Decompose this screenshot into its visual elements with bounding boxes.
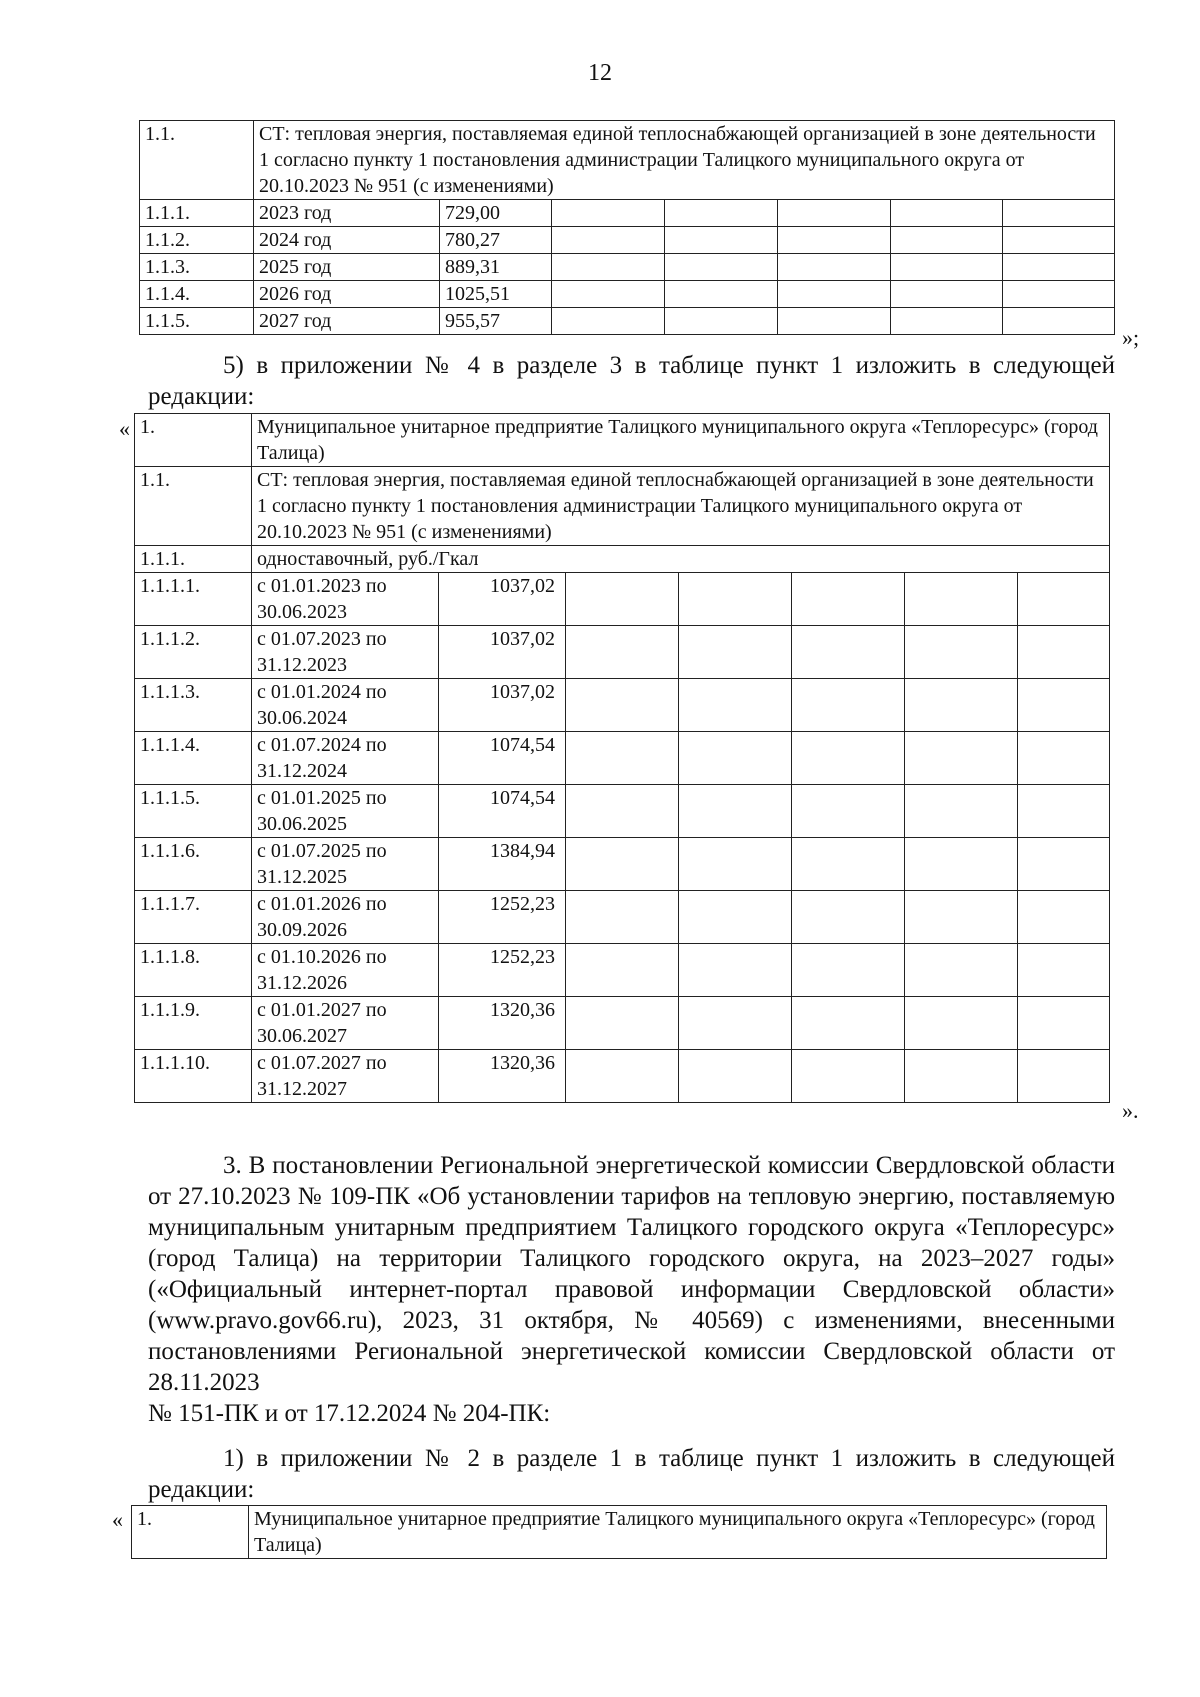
rate-text: одноставочный, руб./Гкал: [252, 546, 1110, 573]
empty-cell: [905, 573, 1018, 626]
section-3-text: 3. В постановлении Региональной энергетической комиссии Свердловской области от 27.10.2023 № 109-ПК «Об установлении тарифов на тепловую энергию, поставляемую муниципальным унитарным предприятием Талицкого городского округа «Теплоресурс» (город Талица) на территории Талицкого городского округа, на 2023–2027 годы» («Официальный интернет-портал правовой информации Свердловской области» (www.pravo.gov66.ru), 2023, 31 октября, № 40569) с изменениями, внесенными постановлениями Региональной энергетической комиссии Свердловской области от 28.11.2023: [148, 1152, 1115, 1396]
empty-cell: [566, 573, 679, 626]
empty-cell: [905, 785, 1018, 838]
empty-cell: [1018, 944, 1110, 997]
opening-quote: «: [112, 1507, 123, 1532]
period-cell: с 01.01.2026 по 30.09.2026: [252, 891, 439, 944]
empty-cell: [566, 997, 679, 1050]
period-cell: с 01.07.2027 по 31.12.2027: [252, 1050, 439, 1103]
org-name: Муниципальное унитарное предприятие Талицкого муниципального округа «Теплоресурс» (город Талица): [249, 1506, 1107, 1559]
empty-cell: [891, 254, 1003, 281]
empty-cell: [1003, 227, 1115, 254]
value-cell: 1074,54: [439, 785, 566, 838]
row-number: 1.1.5.: [140, 308, 254, 335]
value-cell: 1252,23: [439, 891, 566, 944]
empty-cell: [778, 281, 891, 308]
row-number: 1.1.4.: [140, 281, 254, 308]
empty-cell: [679, 838, 792, 891]
empty-cell: [566, 1050, 679, 1103]
row-number: 1.1.1.: [140, 200, 254, 227]
value-cell: 889,31: [440, 254, 552, 281]
row-number: 1.1.: [135, 467, 252, 546]
empty-cell: [679, 785, 792, 838]
empty-cell: [1003, 281, 1115, 308]
empty-cell: [905, 838, 1018, 891]
row-number: 1.1.1.1.: [135, 573, 252, 626]
empty-cell: [679, 997, 792, 1050]
table-row: [135, 785, 1110, 838]
year-cell: 2026 год: [254, 281, 440, 308]
empty-cell: [905, 732, 1018, 785]
empty-cell: [1003, 200, 1115, 227]
empty-cell: [665, 227, 778, 254]
period-cell: с 01.01.2024 по 30.06.2024: [252, 679, 439, 732]
empty-cell: [778, 254, 891, 281]
table-row: [135, 1050, 1110, 1103]
value-cell: 1252,23: [439, 944, 566, 997]
empty-cell: [566, 785, 679, 838]
empty-cell: [778, 308, 891, 335]
org-table: [131, 1505, 1107, 1559]
empty-cell: [1018, 838, 1110, 891]
row-number: 1.1.1.6.: [135, 838, 252, 891]
empty-cell: [679, 626, 792, 679]
value-cell: 1074,54: [439, 732, 566, 785]
empty-cell: [566, 626, 679, 679]
row-number: 1.: [135, 414, 252, 467]
row-number: 1.1.1.9.: [135, 997, 252, 1050]
empty-cell: [792, 785, 905, 838]
row-number: 1.1.1.: [135, 546, 252, 573]
empty-cell: [792, 891, 905, 944]
empty-cell: [665, 281, 778, 308]
closing-quote: »;: [1122, 325, 1140, 350]
empty-cell: [792, 1050, 905, 1103]
paragraph-5-line2: редакции:: [148, 383, 255, 410]
empty-cell: [891, 200, 1003, 227]
table-row: [140, 227, 1115, 254]
value-cell: 729,00: [440, 200, 552, 227]
empty-cell: [792, 838, 905, 891]
table-row: [140, 281, 1115, 308]
st-text: СТ: тепловая энергия, поставляемая единой теплоснабжающей организацией в зоне деятельности 1 согласно пункту 1 постановления администрации Талицкого муниципального округа от 20.10.2023 № 951 (с изменениями): [252, 467, 1110, 546]
empty-cell: [679, 1050, 792, 1103]
table-row: [135, 838, 1110, 891]
tariff-table-years: [139, 120, 1115, 335]
empty-cell: [679, 732, 792, 785]
value-cell: 780,27: [440, 227, 552, 254]
empty-cell: [679, 891, 792, 944]
empty-cell: [792, 944, 905, 997]
value-cell: 1025,51: [440, 281, 552, 308]
empty-cell: [1018, 785, 1110, 838]
empty-cell: [1018, 626, 1110, 679]
empty-cell: [1018, 732, 1110, 785]
empty-cell: [566, 944, 679, 997]
empty-cell: [905, 679, 1018, 732]
empty-cell: [792, 997, 905, 1050]
empty-cell: [552, 254, 665, 281]
table-row: [135, 679, 1110, 732]
empty-cell: [778, 200, 891, 227]
page-number: 12: [588, 60, 612, 86]
empty-cell: [1018, 891, 1110, 944]
table-row: [135, 732, 1110, 785]
empty-cell: [905, 944, 1018, 997]
table-row: [135, 626, 1110, 679]
table-row: [140, 254, 1115, 281]
value-cell: 1320,36: [439, 1050, 566, 1103]
period-cell: с 01.10.2026 по 31.12.2026: [252, 944, 439, 997]
row-number: 1.1.1.5.: [135, 785, 252, 838]
row-number: 1.1.1.7.: [135, 891, 252, 944]
table-row: [140, 308, 1115, 335]
empty-cell: [665, 254, 778, 281]
empty-cell: [1018, 1050, 1110, 1103]
section-3-last-line: № 151-ПК и от 17.12.2024 № 204-ПК:: [148, 1400, 551, 1427]
org-row: [135, 414, 1110, 467]
row-number: 1.1.1.4.: [135, 732, 252, 785]
empty-cell: [552, 281, 665, 308]
paragraph-1: [148, 1443, 1115, 1505]
org-name: Муниципальное унитарное предприятие Талицкого муниципального округа «Теплоресурс» (город Талица): [252, 414, 1110, 467]
empty-cell: [891, 308, 1003, 335]
row-number: 1.1.: [140, 121, 254, 200]
period-cell: с 01.07.2025 по 31.12.2025: [252, 838, 439, 891]
empty-cell: [679, 573, 792, 626]
value-cell: 1037,02: [439, 573, 566, 626]
empty-cell: [891, 281, 1003, 308]
period-cell: с 01.01.2027 по 30.06.2027: [252, 997, 439, 1050]
row-number: 1.: [132, 1506, 249, 1559]
year-cell: 2024 год: [254, 227, 440, 254]
empty-cell: [905, 626, 1018, 679]
empty-cell: [665, 200, 778, 227]
period-cell: с 01.01.2025 по 30.06.2025: [252, 785, 439, 838]
row-number: 1.1.1.10.: [135, 1050, 252, 1103]
paragraph-1-line1: 1) в приложении № 2 в разделе 1 в таблице пункт 1 изложить в следующей: [223, 1445, 1115, 1472]
empty-cell: [905, 997, 1018, 1050]
year-cell: 2023 год: [254, 200, 440, 227]
empty-cell: [792, 732, 905, 785]
empty-cell: [566, 838, 679, 891]
period-cell: с 01.07.2023 по 31.12.2023: [252, 626, 439, 679]
empty-cell: [665, 308, 778, 335]
empty-cell: [566, 679, 679, 732]
empty-cell: [905, 891, 1018, 944]
opening-quote: «: [119, 416, 130, 441]
empty-cell: [905, 1050, 1018, 1103]
paragraph-1-line2: редакции:: [148, 1476, 255, 1503]
empty-cell: [1003, 308, 1115, 335]
table-header-row: [140, 121, 1115, 200]
value-cell: 1037,02: [439, 679, 566, 732]
empty-cell: [679, 679, 792, 732]
year-cell: 2027 год: [254, 308, 440, 335]
row-number: 1.1.1.3.: [135, 679, 252, 732]
table-row: [135, 944, 1110, 997]
empty-cell: [552, 308, 665, 335]
header-text: СТ: тепловая энергия, поставляемая единой теплоснабжающей организацией в зоне деятельности 1 согласно пункту 1 постановления администрации Талицкого муниципального округа от 20.10.2023 № 951 (с изменениями): [254, 121, 1115, 200]
value-cell: 955,57: [440, 308, 552, 335]
value-cell: 1320,36: [439, 997, 566, 1050]
row-number: 1.1.2.: [140, 227, 254, 254]
table-row: [135, 573, 1110, 626]
row-number: 1.1.1.8.: [135, 944, 252, 997]
table-row: [135, 997, 1110, 1050]
closing-quote: ».: [1122, 1098, 1139, 1123]
row-number: 1.1.1.2.: [135, 626, 252, 679]
empty-cell: [566, 891, 679, 944]
paragraph-5-line1: 5) в приложении № 4 в разделе 3 в таблице пункт 1 изложить в следующей: [223, 352, 1115, 379]
paragraph-5: [148, 350, 1115, 412]
period-cell: с 01.01.2023 по 30.06.2023: [252, 573, 439, 626]
empty-cell: [891, 227, 1003, 254]
table-row: [140, 200, 1115, 227]
empty-cell: [792, 573, 905, 626]
empty-cell: [552, 200, 665, 227]
empty-cell: [679, 944, 792, 997]
st-row: [135, 467, 1110, 546]
empty-cell: [778, 227, 891, 254]
period-cell: с 01.07.2024 по 31.12.2024: [252, 732, 439, 785]
tariff-table-periods: [134, 413, 1110, 1103]
year-cell: 2025 год: [254, 254, 440, 281]
table-row: [135, 891, 1110, 944]
section-3: [148, 1150, 1115, 1429]
value-cell: 1037,02: [439, 626, 566, 679]
empty-cell: [1018, 573, 1110, 626]
empty-cell: [1018, 679, 1110, 732]
org-row: [132, 1506, 1107, 1559]
rate-row: [135, 546, 1110, 573]
empty-cell: [1018, 997, 1110, 1050]
empty-cell: [566, 732, 679, 785]
row-number: 1.1.3.: [140, 254, 254, 281]
empty-cell: [792, 679, 905, 732]
empty-cell: [1003, 254, 1115, 281]
empty-cell: [792, 626, 905, 679]
value-cell: 1384,94: [439, 838, 566, 891]
empty-cell: [552, 227, 665, 254]
